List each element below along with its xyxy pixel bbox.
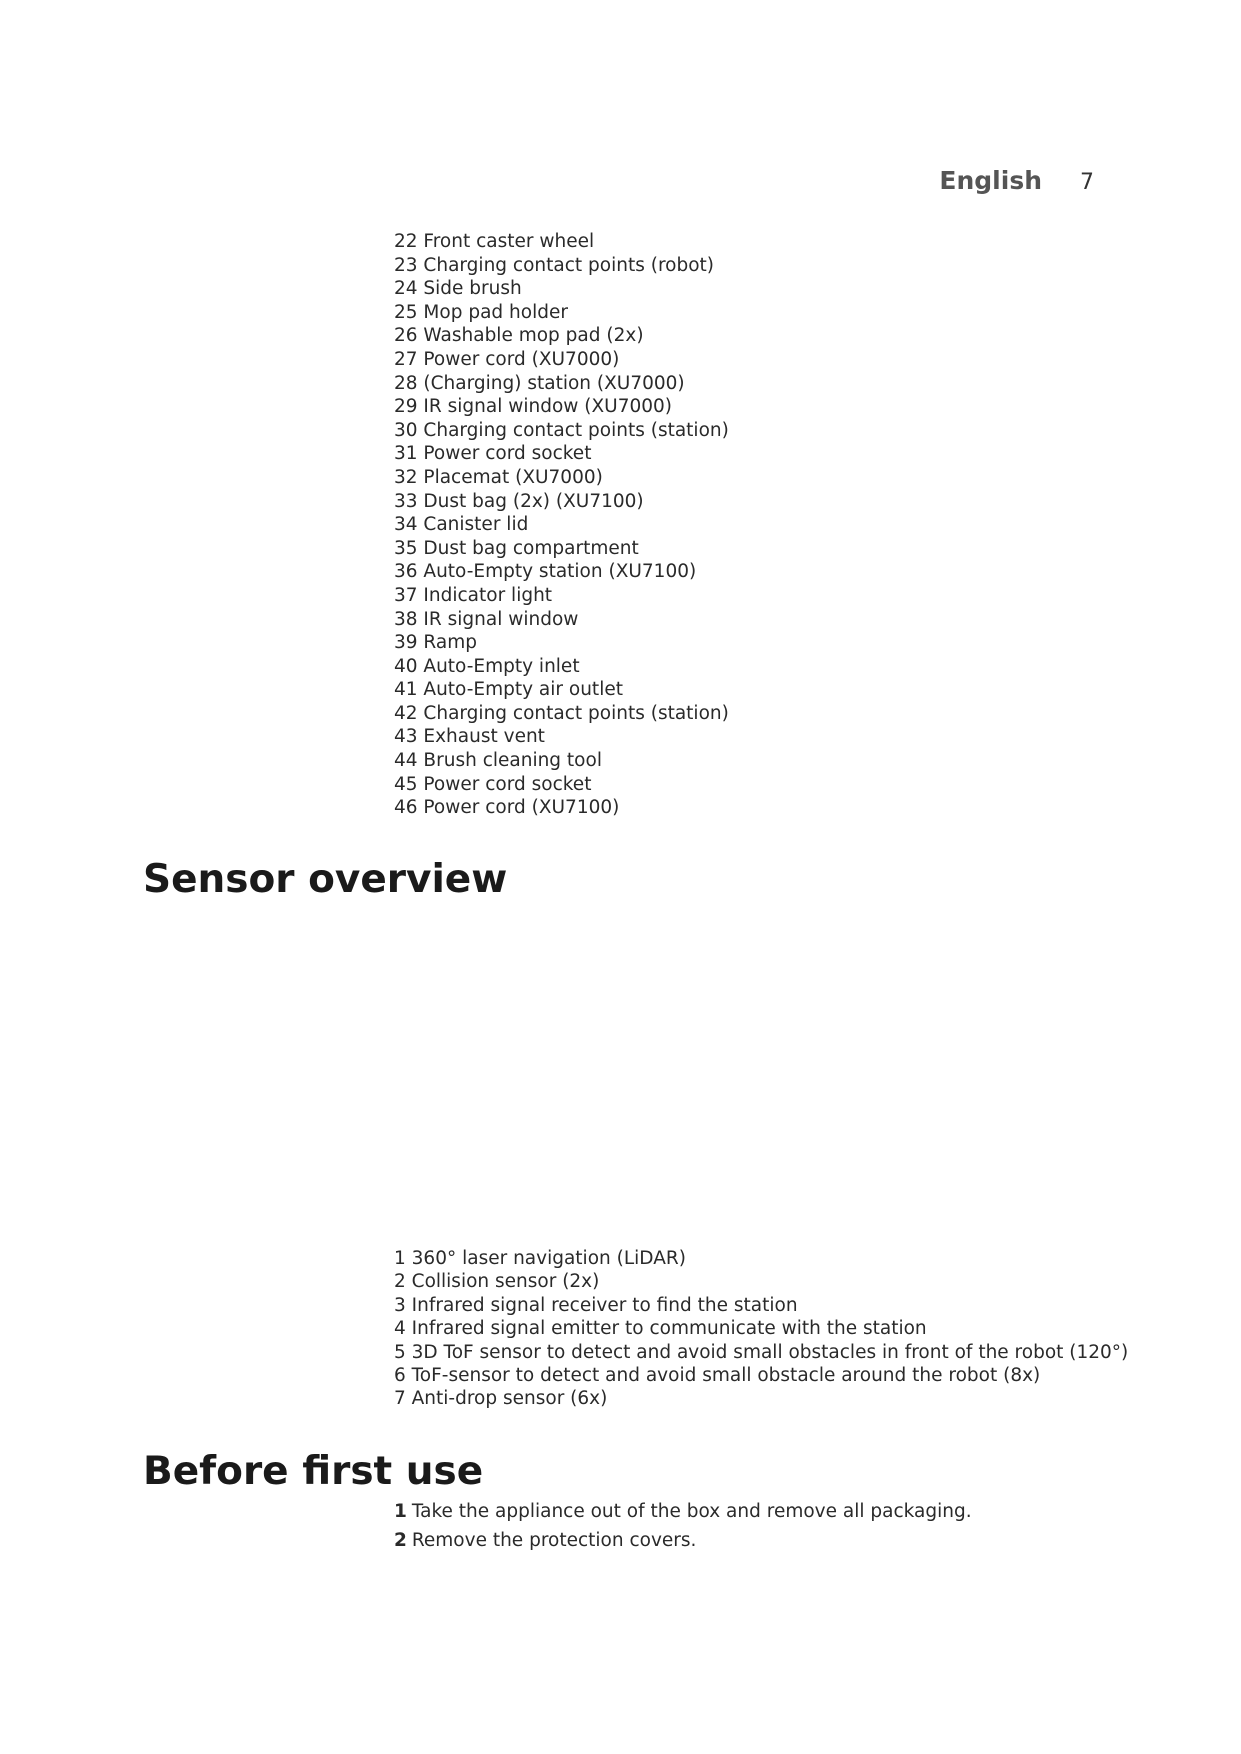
step-item <box>394 1526 972 1555</box>
sensor-list-item: 6 ToF-sensor to detect and avoid small obstacle around the robot (8x) <box>394 1364 1041 1386</box>
sensor-list-item: 1 360° laser navigation (LiDAR) <box>394 1248 686 1269</box>
parts-list-item: 45 Power cord socket <box>394 773 592 795</box>
parts-list-item: 44 Brush cleaning tool <box>394 750 602 772</box>
parts-list-item: 41 Auto-Empty air outlet <box>394 679 623 701</box>
parts-list-item: 32 Placemat (XU7000) <box>394 466 603 488</box>
parts-list-item: 42 Charging contact points (station) <box>394 702 729 724</box>
page-number: 7 <box>1080 170 1094 195</box>
parts-list-item: 23 Charging contact points (robot) <box>394 254 714 276</box>
parts-list-item: 31 Power cord socket <box>394 443 592 465</box>
parts-list-item: 30 Charging contact points (station) <box>394 419 729 441</box>
parts-list-item: 26 Washable mop pad (2x) <box>394 325 644 347</box>
before-first-use-heading: Before first use <box>143 1449 484 1494</box>
sensor-list <box>394 1247 1128 1411</box>
parts-list-item: 25 Mop pad holder <box>394 301 568 323</box>
sensor-list-item: 2 Collision sensor (2x) <box>394 1271 600 1293</box>
parts-list-item: 35 Dust bag compartment <box>394 537 639 559</box>
parts-list-item: 36 Auto-Empty station (XU7100) <box>394 561 697 583</box>
parts-list-item: 39 Ramp <box>394 632 477 654</box>
step-text: Remove the protection covers. <box>411 1530 697 1551</box>
parts-list-item: 33 Dust bag (2x) (XU7100) <box>394 490 644 512</box>
parts-list-item: 29 IR signal window (XU7000) <box>394 396 673 418</box>
sensor-overview-heading: Sensor overview <box>143 857 508 902</box>
step-number: 2 <box>394 1530 407 1551</box>
sensor-list-item: 5 3D ToF sensor to detect and avoid small obstacles in front of the robot (120°) <box>394 1341 1129 1363</box>
step-text: Take the appliance out of the box and remove all packaging. <box>411 1501 972 1522</box>
sensor-list-item: 4 Infrared signal emitter to communicate with the station <box>394 1318 927 1340</box>
parts-list-item: 43 Exhaust vent <box>394 726 545 748</box>
language-label: English <box>939 166 1042 195</box>
parts-list-item: 28 (Charging) station (XU7000) <box>394 372 685 394</box>
steps-list <box>394 1497 972 1555</box>
parts-list-item: 37 Indicator light <box>394 584 553 606</box>
parts-list-item: 34 Canister lid <box>394 514 529 536</box>
step-number: 1 <box>394 1501 407 1522</box>
parts-list-item: 27 Power cord (XU7000) <box>394 348 620 370</box>
parts-list <box>394 230 729 820</box>
sensor-list-item: 7 Anti-drop sensor (6x) <box>394 1388 608 1410</box>
step-item <box>394 1497 972 1526</box>
parts-list-item: 38 IR signal window <box>394 608 579 630</box>
parts-list-item: 22 Front caster wheel <box>394 231 595 252</box>
parts-list-item: 46 Power cord (XU7100) <box>394 797 620 819</box>
sensor-list-item: 3 Infrared signal receiver to find the station <box>394 1294 798 1316</box>
parts-list-item: 24 Side brush <box>394 278 522 300</box>
page-header <box>939 166 1094 195</box>
parts-list-item: 40 Auto-Empty inlet <box>394 655 580 677</box>
